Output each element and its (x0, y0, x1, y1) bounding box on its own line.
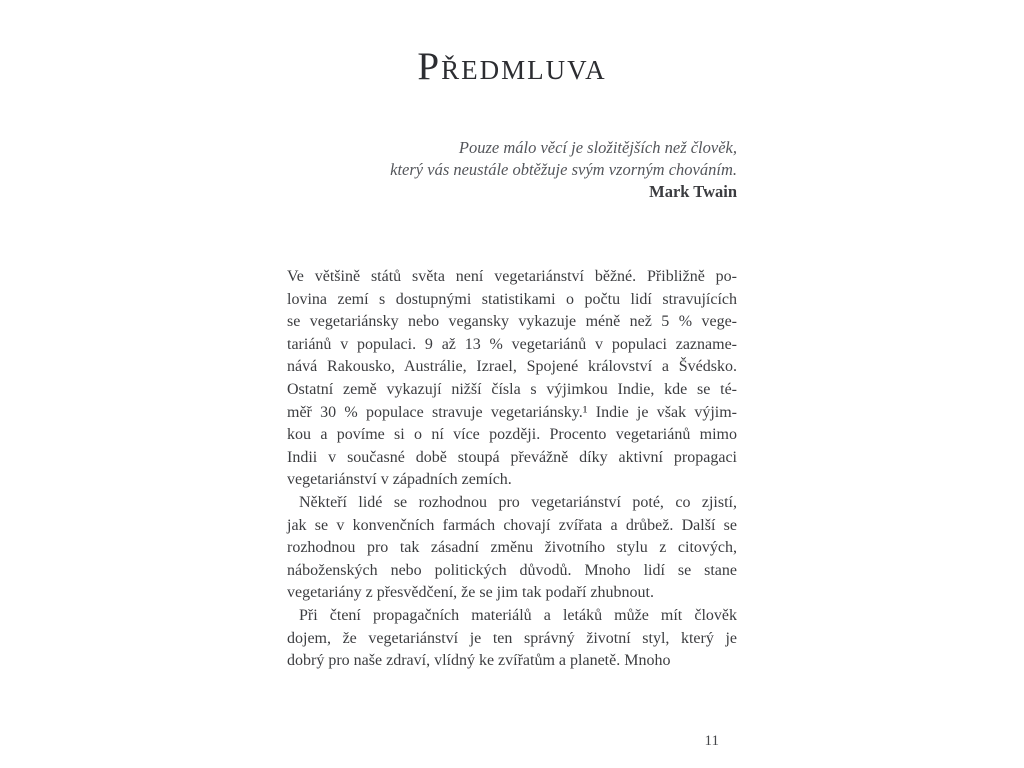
body-text (287, 266, 737, 673)
page-number: 11 (704, 733, 719, 749)
body-line: Ostatní země vykazují nižší čísla s výjimkou Indie, kde se té- (287, 380, 737, 398)
quote-line: který vás neustále obtěžuje svým vzorným chováním. (390, 160, 737, 179)
body-line: dobrý pro naše zdraví, vlídný ke zvířatům a planetě. Mnoho (287, 652, 671, 670)
page-title: Předmluva (417, 45, 607, 88)
body-line: měř 30 % populace stravuje vegetariánsky.¹ Indie je však výjim- (287, 403, 737, 421)
body-line: náboženských nebo politických důvodů. Mnoho lidí se stane (287, 561, 737, 579)
body-line: Při čtení propagačních materiálů a letáků může mít člověk (299, 606, 737, 624)
quote-block (287, 137, 737, 203)
body-line: kou a povíme si o ní více později. Procento vegetariánů mimo (287, 426, 737, 444)
body-line: rozhodnou pro tak zásadní změnu životního stylu z citových, (287, 539, 737, 557)
body-line: se vegetariánsky nebo vegansky vykazuje méně než 5 % vege- (287, 313, 737, 331)
body-line: tariánů v populaci. 9 až 13 % vegetariánů v populaci zazname- (287, 335, 737, 353)
body-line: jak se v konvenčních farmách chovají zvířata a drůbež. Další se (287, 516, 737, 534)
body-line: vegetariánství v západních zemích. (287, 471, 512, 489)
body-line: Někteří lidé se rozhodnou pro vegetariánství poté, co zjistí, (299, 493, 737, 511)
quote-line: Pouze málo věcí je složitějších než člověk, (458, 138, 737, 157)
body-line: dojem, že vegetariánství je ten správný životní styl, který je (287, 629, 737, 647)
body-paragraph (287, 266, 737, 492)
body-line: vegetariány z přesvědčení, že se jim tak podaří zhubnout. (287, 584, 654, 602)
body-paragraph (287, 605, 737, 673)
body-line: lovina zemí s dostupnými statistikami o počtu lidí stravujících (287, 290, 737, 308)
body-line: nává Rakousko, Austrálie, Izrael, Spojené království a Švédsko. (287, 358, 737, 376)
quote-attribution: Mark Twain (649, 182, 737, 201)
body-paragraph (287, 492, 737, 605)
body-line: Indii v současné době stoupá převážně díky aktivní propagaci (287, 448, 737, 466)
body-line: Ve většině států světa není vegetariánství běžné. Přibližně po- (287, 268, 737, 285)
